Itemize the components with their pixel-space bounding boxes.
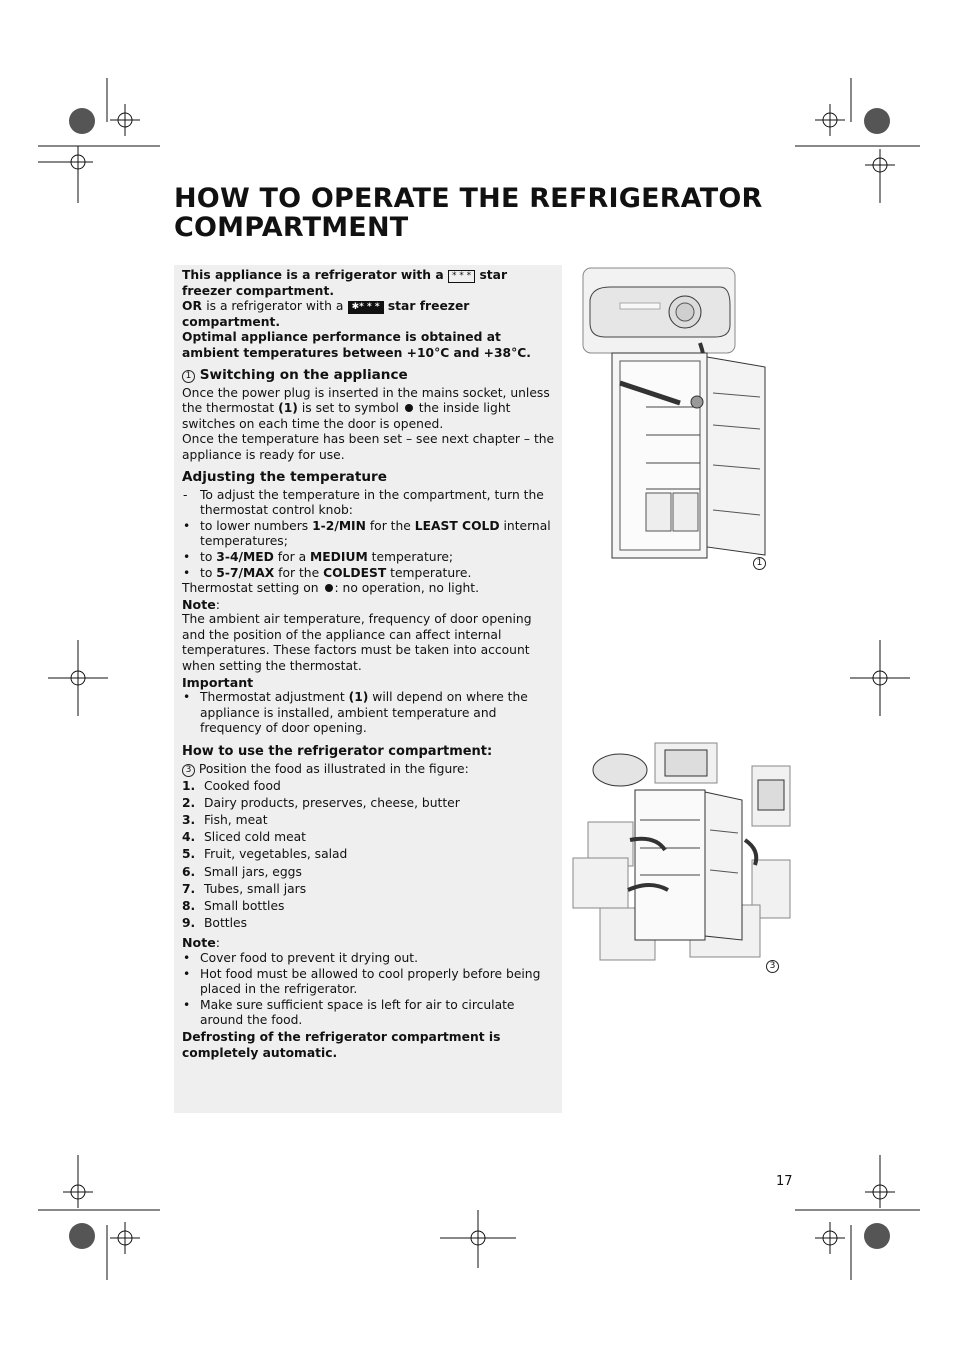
switching-paragraph-2: Once the temperature has been set – see next chapter – the appliance is ready for use. (182, 432, 555, 462)
usage-intro: 3 Position the food as illustrated in the figure: (182, 762, 558, 778)
list-item-number: 6. (182, 864, 196, 879)
list-item-number: 5. (182, 847, 196, 862)
list-item-text: Dairy products, preserves, cheese, butter (204, 795, 460, 810)
important-list (182, 690, 558, 737)
intro-line-3: Optimal appliance performance is obtained at ambient temperatures between +10°C and +38°C. (182, 330, 531, 360)
list-item-number: 8. (182, 899, 196, 914)
list-item (182, 864, 558, 881)
list-item: • to lower numbers 1-2/MIN for the LEAST COLD internal temperatures; (183, 518, 551, 549)
adjusting-list (182, 488, 558, 582)
list-item-number: 3. (182, 813, 196, 828)
important-label: Important (182, 674, 254, 690)
list-item-text: Bottles (204, 916, 247, 931)
list-item (182, 915, 558, 932)
circled-number: 3 (182, 764, 195, 777)
list-item-text: Small jars, eggs (204, 864, 302, 879)
list-item: • Thermostat adjustment (1) will depend on where the appliance is installed, ambient temperature and frequency of door opening. (183, 690, 528, 736)
page-number: 17 (776, 1174, 793, 1189)
defrost-text: Defrosting of the refrigerator compartment is completely automatic. (182, 1030, 501, 1060)
circled-number: 1 (182, 370, 195, 383)
list-item-text: Tubes, small jars (204, 881, 307, 896)
figure-1-label: 1 (753, 557, 766, 570)
list-item-text: Fruit, vegetables, salad (204, 847, 348, 862)
page-title: HOW TO OPERATE THE REFRIGERATOR COMPARTMENT (174, 183, 763, 243)
intro-line-1: This appliance is a refrigerator with a * * * star freezer compartment. (182, 268, 508, 298)
intro-line-2: OR is a refrigerator with a ✱* * * star freezer compartment. (182, 299, 470, 329)
list-item: • Hot food must be allowed to cool properly before being placed in the refrigerator. (183, 966, 541, 997)
list-item-text: Fish, meat (204, 813, 268, 828)
list-item (182, 881, 558, 898)
list-item (182, 795, 558, 812)
list-item: • Make sure sufficient space is left for air to circulate around the food. (183, 997, 515, 1028)
note-label: Note: (182, 935, 221, 951)
three-star-symbol: * * * (448, 270, 475, 283)
content-column (182, 268, 558, 1061)
note-list (182, 951, 558, 1029)
list-item: • Cover food to prevent it drying out. (183, 951, 419, 966)
list-item-number: 7. (182, 881, 196, 896)
list-item: • to 5-7/MAX for the COLDEST temperature. (183, 565, 472, 580)
food-position-list (182, 778, 558, 933)
list-item: • to 3-4/MED for a MEDIUM temperature; (183, 549, 454, 564)
list-item (182, 846, 558, 863)
list-item (182, 829, 558, 846)
switching-paragraph-1: Once the power plug is inserted in the mains socket, unless the thermostat (1) is set to symbol the inside light switches on each time the door is opened. (182, 385, 550, 431)
refrigerator-thermostat-illustration (580, 265, 780, 560)
list-item-number: 2. (182, 795, 196, 810)
note-text: The ambient air temperature, frequency of door opening and the position of the appliance can affect internal temperatures. These factors must be taken into account when setting the thermostat. (182, 612, 532, 674)
list-item: - To adjust the temperature in the compartment, turn the thermostat control knob: (183, 487, 544, 518)
switching-heading: 1 Switching on the appliance (182, 367, 558, 384)
food-positioning-illustration (570, 740, 795, 962)
list-item-number: 9. (182, 916, 196, 931)
list-item (182, 778, 558, 795)
thermostat-setting-text: Thermostat setting on : no operation, no light. (182, 581, 480, 596)
list-item-text: Small bottles (204, 899, 285, 914)
list-item (182, 812, 558, 829)
note-label: Note: (182, 596, 221, 612)
adjusting-heading: Adjusting the temperature (182, 468, 387, 485)
off-symbol-icon (405, 404, 413, 412)
list-item-number: 1. (182, 778, 196, 793)
list-item-text: Cooked food (204, 778, 281, 793)
usage-heading: How to use the refrigerator compartment: (182, 744, 493, 760)
off-symbol-icon (325, 584, 333, 592)
figure-3-label: 3 (766, 960, 779, 973)
list-item-number: 4. (182, 830, 196, 845)
list-item (182, 898, 558, 915)
four-star-symbol: ✱* * * (348, 301, 384, 314)
list-item-text: Sliced cold meat (204, 830, 306, 845)
